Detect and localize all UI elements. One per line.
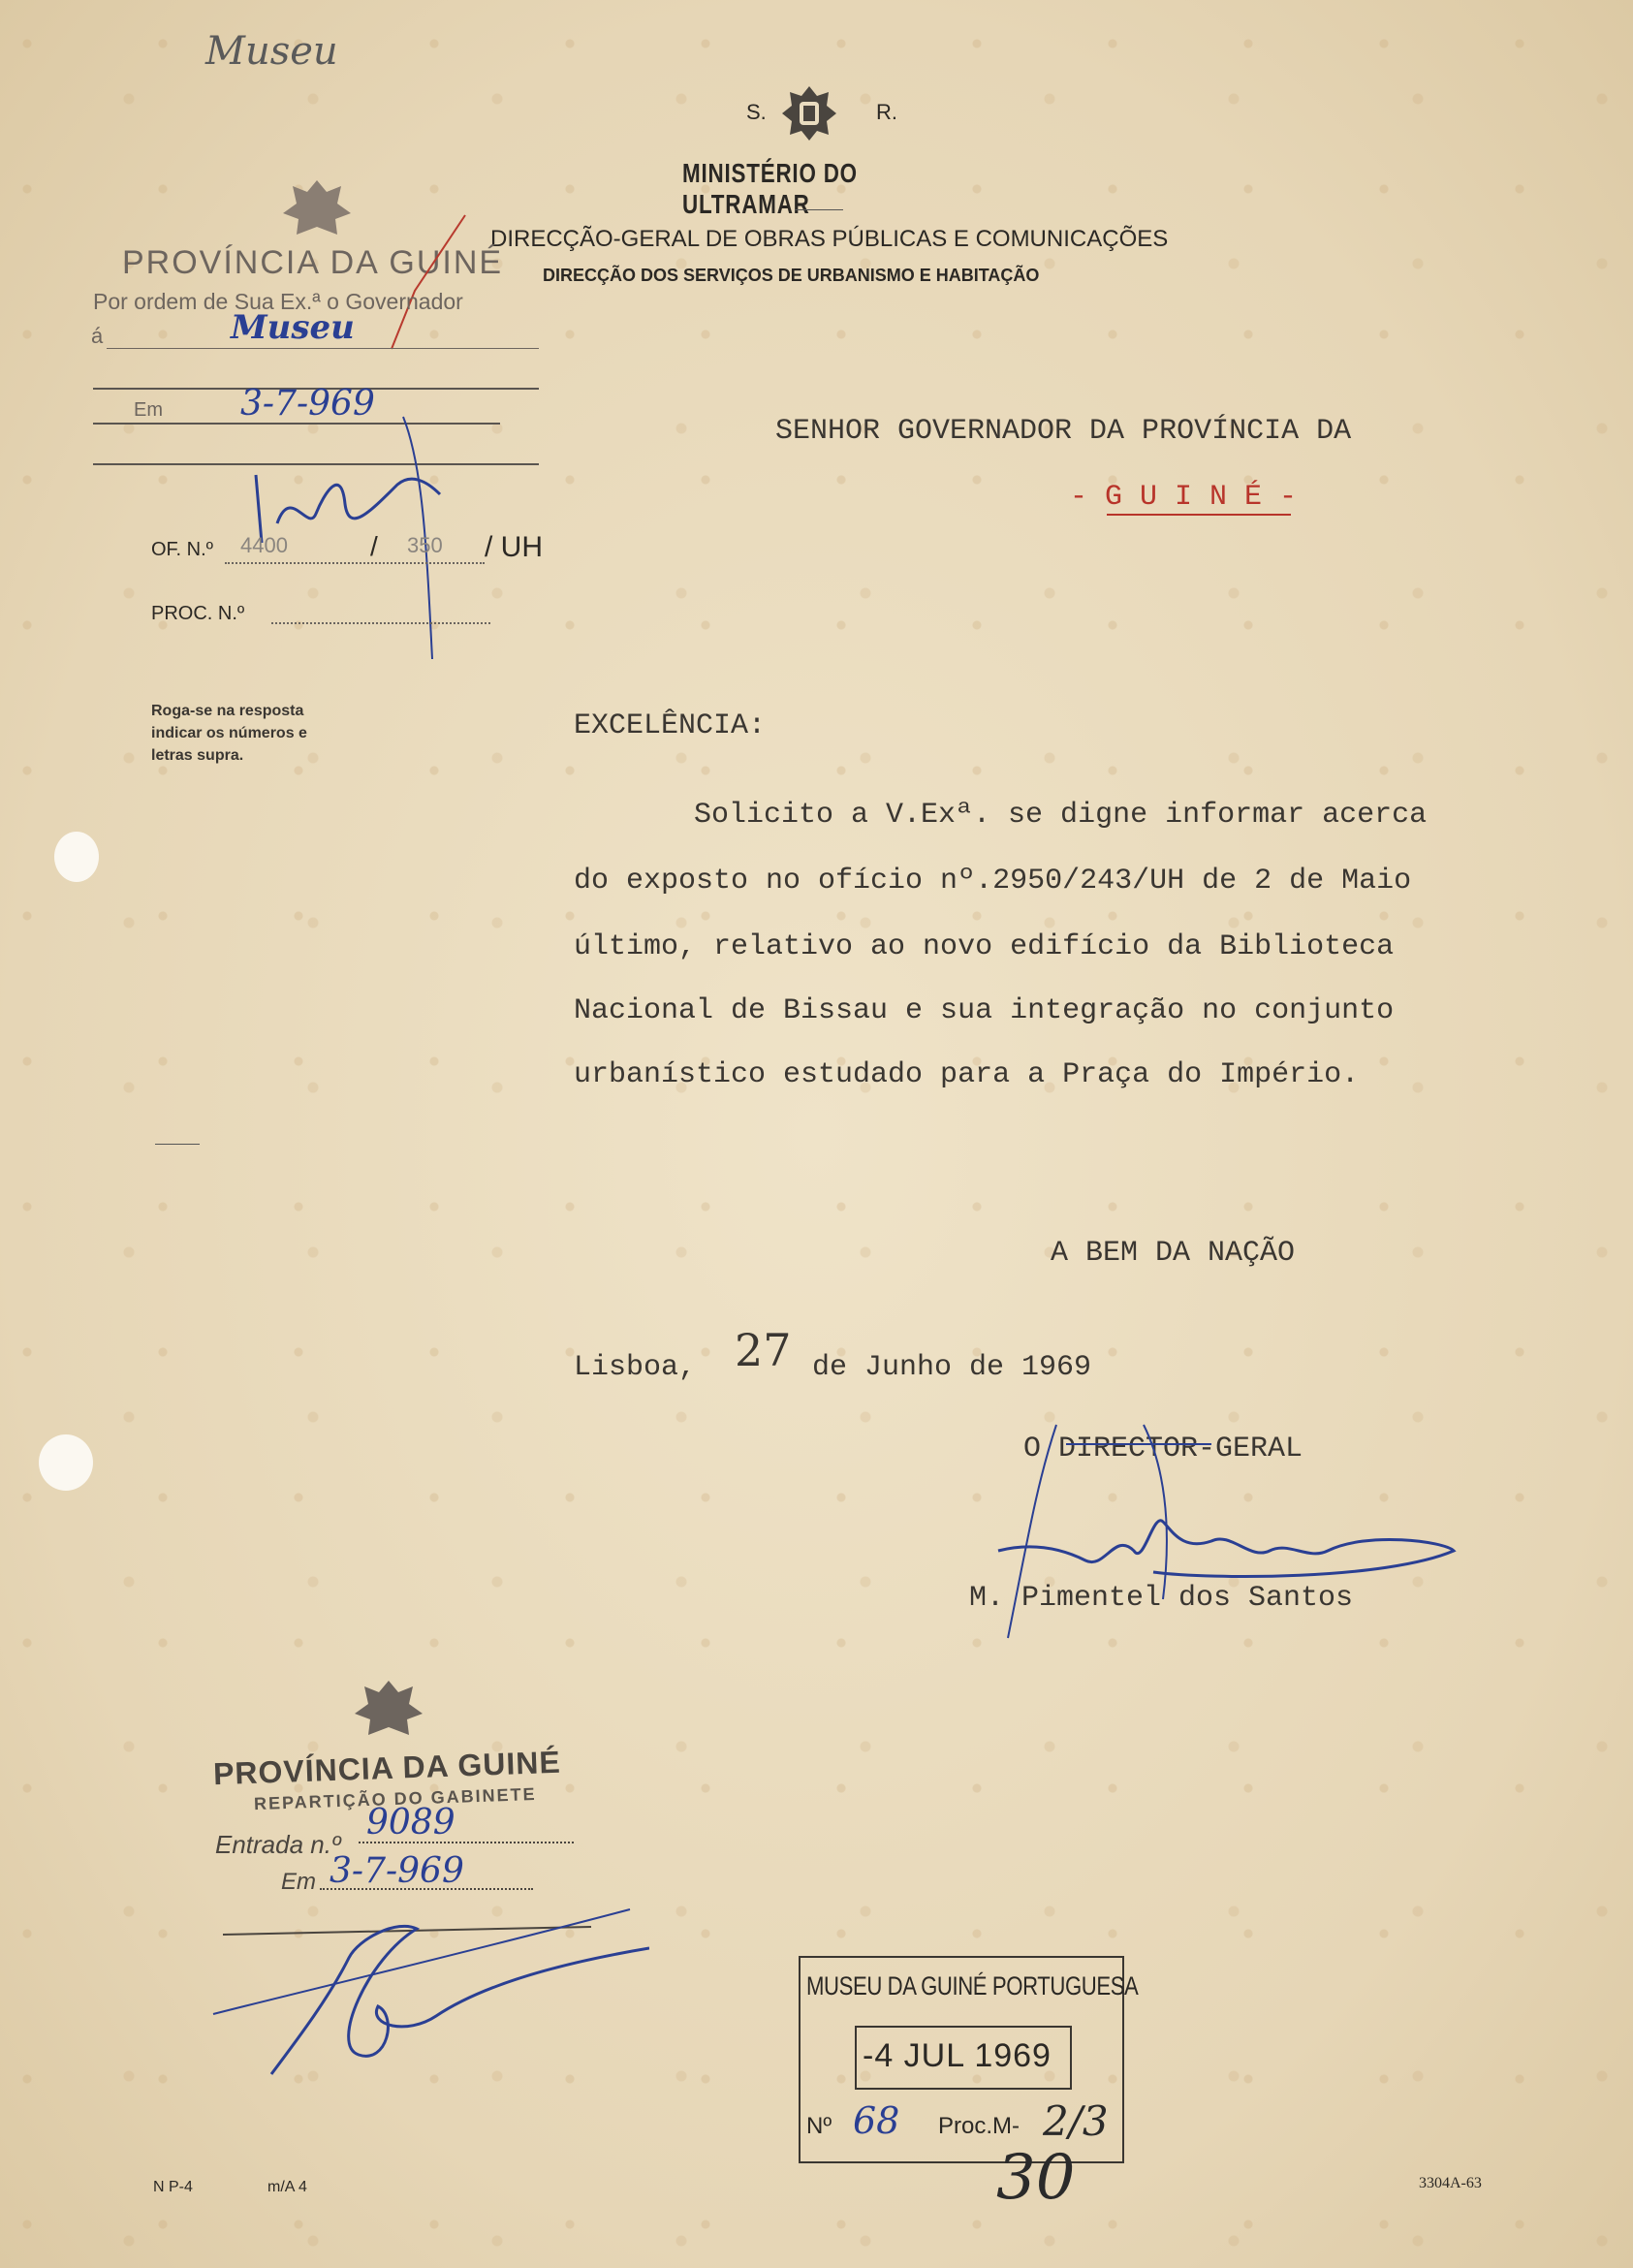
margin-dash (155, 1144, 200, 1145)
footer-right: 3304A-63 (1419, 2175, 1482, 2191)
body-line-4: Nacional de Bissau e sua integração no conjunto (574, 994, 1395, 1027)
routing-line-1 (107, 348, 539, 349)
museum-stamp-title: MUSEU DA GUINÉ PORTUGUESA (806, 1971, 1139, 2000)
body-line-3: último, relativo ao novo edifício da Biblioteca (574, 930, 1395, 963)
museum-proc-label: Proc.M- (938, 2113, 1020, 2139)
header-rule (795, 209, 843, 210)
routing-stamp-title: PROVÍNCIA DA GUINÉ (122, 244, 504, 281)
entry-signature (204, 1900, 649, 2094)
museum-extra-number: 30 (996, 2142, 1076, 2214)
punch-hole-top (54, 832, 99, 882)
museum-stamp-date: -4 JUL 1969 (863, 2037, 1052, 2074)
routing-a-label: á (91, 324, 104, 348)
ministry-title: MINISTÉRIO DO ULTRAMAR (682, 158, 858, 219)
routing-signature (233, 388, 465, 669)
red-check-mark (388, 213, 475, 359)
routing-a-value: Museu (231, 308, 355, 347)
direccao-servicos: DIRECÇÃO DOS SERVIÇOS DE URBANISMO E HABITAÇÃO (543, 266, 1040, 285)
museum-no-label: Nº (806, 2113, 832, 2139)
of-label: OF. N.º (151, 539, 213, 560)
body-line-2: do exposto no ofício nº.2950/243/UH de 2 de Maio (574, 865, 1412, 898)
entrada-value: 9089 (366, 1803, 455, 1843)
museum-stamp (799, 1956, 1139, 2163)
museum-proc-value: 2/3 (1043, 2097, 1109, 2145)
header-r: R. (876, 100, 897, 124)
entry-stamp-subtitle: REPARTIÇÃO DO GABINETE (253, 1783, 537, 1814)
header-s: S. (746, 100, 767, 124)
closing: A BEM DA NAÇÃO (1051, 1237, 1296, 1270)
coat-of-arms-icon (778, 82, 840, 144)
entry-em-label: Em (281, 1869, 316, 1895)
of-slash: / (370, 531, 378, 561)
entry-em-value: 3-7-969 (330, 1851, 464, 1891)
director-signature (959, 1405, 1463, 1657)
addressee-line2: - G U I N É - (1070, 481, 1298, 514)
body-line-1: Solicito a V.Exª. se digne informar acerca (694, 799, 1428, 832)
museum-date-box (855, 2026, 1072, 2090)
direccao-geral: DIRECÇÃO-GERAL DE OBRAS PÚBLICAS E COMUNICAÇÕES (490, 226, 1169, 252)
proc-dotted-line (271, 622, 490, 624)
place: Lisboa, (574, 1351, 697, 1384)
date-rest: de Junho de 1969 (812, 1351, 1092, 1384)
signer-title: O DIRECTOR-GERAL (1023, 1433, 1303, 1465)
crest-icon (273, 174, 361, 242)
footer-left-1: N P-4 (153, 2179, 193, 2195)
routing-stamp-order: Por ordem de Sua Ex.ª o Governador (93, 289, 463, 314)
body-line-5: urbanístico estudado para a Praça do Império. (574, 1058, 1360, 1091)
punch-hole-middle (39, 1434, 93, 1491)
proc-label: PROC. N.º (151, 603, 245, 624)
museum-no-value: 68 (853, 2099, 900, 2142)
of-dotted-line (225, 562, 485, 564)
guine-underline (1107, 514, 1291, 516)
reference-note: Roga-se na resposta indicar os números e letras supra. (151, 703, 307, 764)
routing-em-label: Em (134, 399, 163, 421)
footer-left-2: m/A 4 (267, 2179, 307, 2195)
of-number-1: 4400 (240, 533, 288, 557)
signer-name: M. Pimentel dos Santos (969, 1582, 1354, 1615)
day: 27 (735, 1324, 792, 1376)
entrada-label: Entrada n.º (215, 1830, 341, 1859)
addressee-line1: SENHOR GOVERNADOR DA PROVÍNCIA DA (775, 415, 1352, 448)
salutation: EXCELÊNCIA: (574, 709, 767, 742)
of-suffix: / UH (485, 531, 543, 563)
entry-stamp-title: PROVÍNCIA DA GUINÉ (212, 1744, 562, 1792)
entry-crest-icon (345, 1675, 432, 1743)
top-handwritten-note: Museu (205, 29, 338, 74)
of-number-2: 350 (407, 533, 443, 557)
routing-em-value: 3-7-969 (240, 384, 375, 424)
